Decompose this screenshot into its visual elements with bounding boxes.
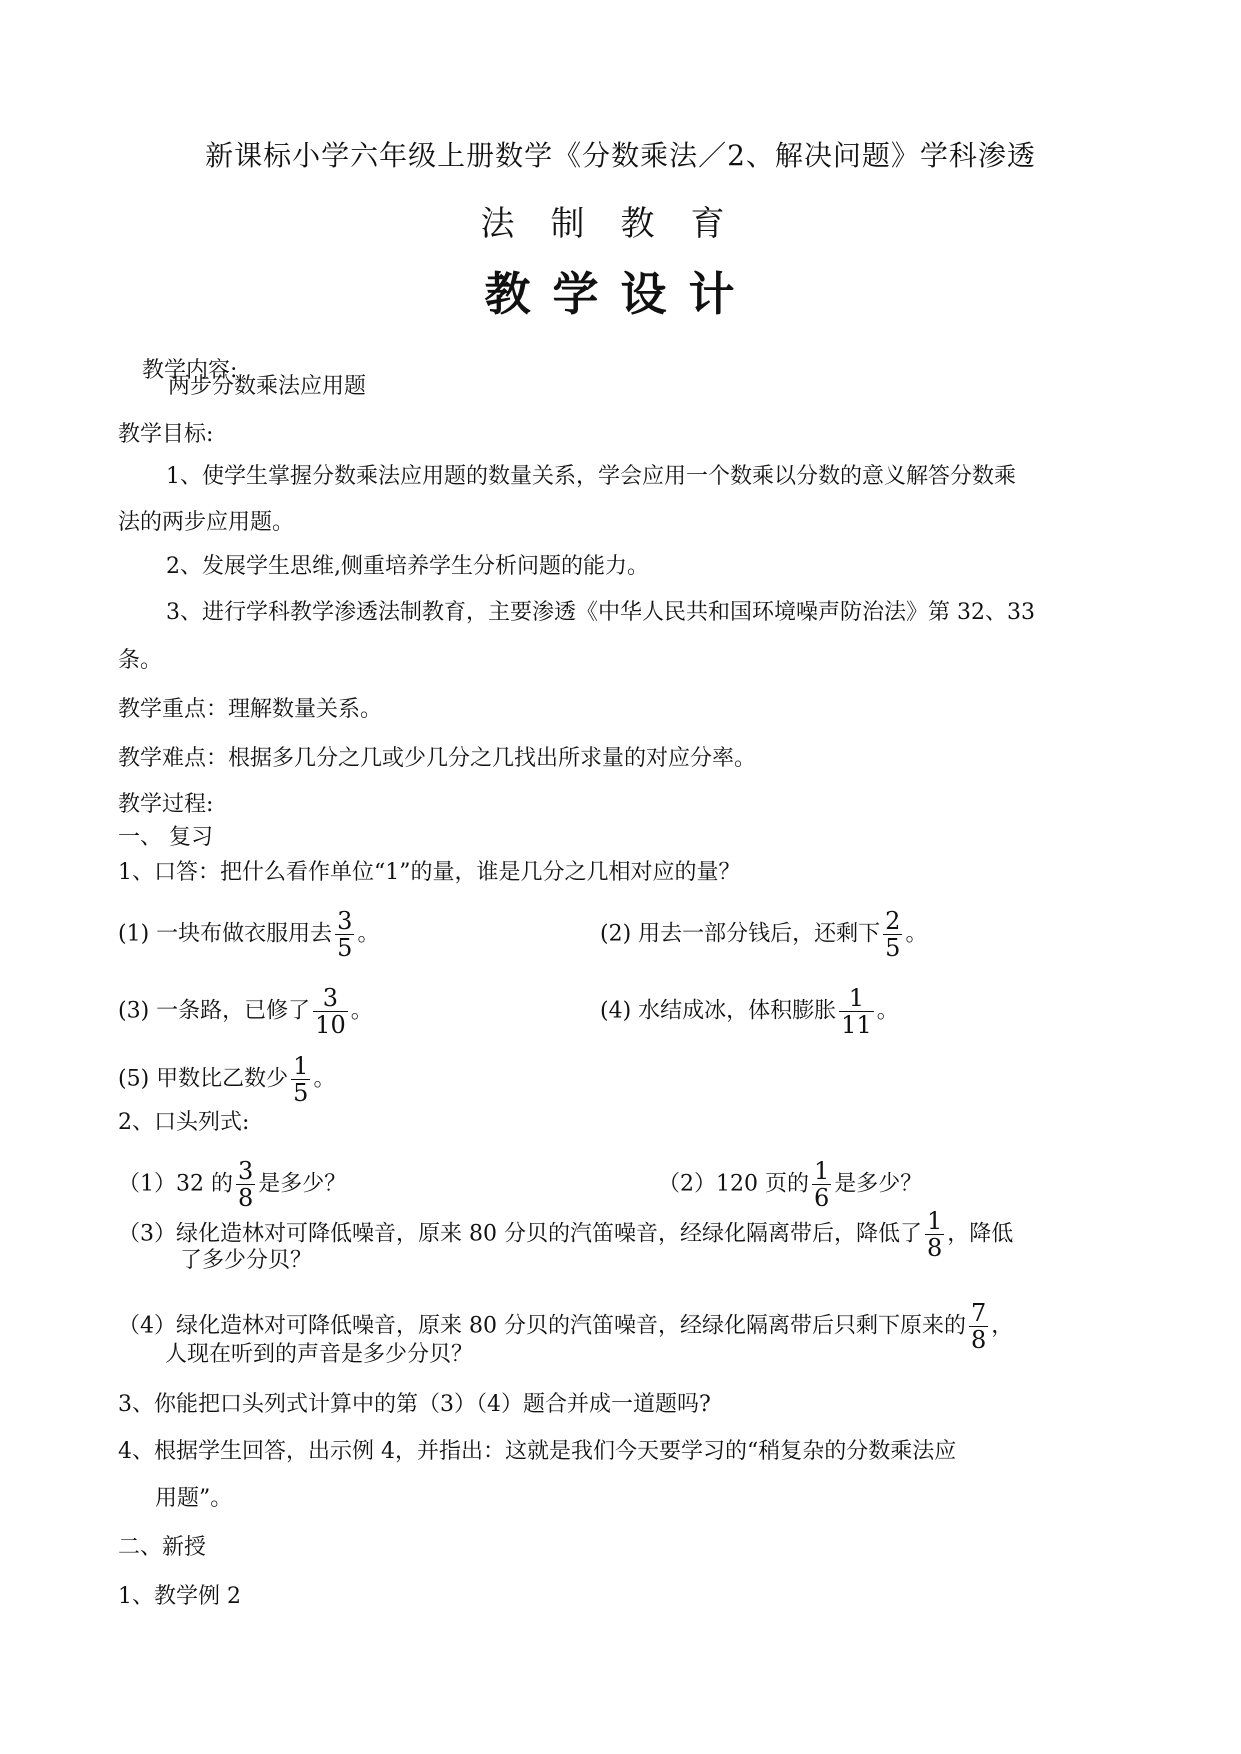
goal-1-line1: 1、使学生掌握分数乘法应用题的数量关系，学会应用一个数乘以分数的意义解答分数乘 [166, 464, 1016, 489]
question-4-line2: 用题”。 [155, 1486, 233, 1511]
oral-question: 1、口答：把什么看作单位“1”的量，谁是几分之几相对应的量？ [118, 860, 741, 885]
fraction: $\frac{2}{5}$ [885, 907, 901, 962]
fraction: $\frac{3}{10}$ [315, 984, 346, 1039]
list-question: 2、口头列式: [118, 1110, 250, 1135]
oral-item-4: (4) 水结成冰，体积膨胀 $\frac{1}{11}$ 。 [600, 984, 899, 1039]
goal-label: 教学目标: [118, 422, 214, 447]
question-4-line1: 4、根据学生回答，出示例 4，并指出：这就是我们今天要学习的“稍复杂的分数乘法应 [118, 1439, 957, 1464]
list-item-2: （2）120 页的 $\frac{1}{6}$ 是多少？ [658, 1157, 923, 1212]
list-item-4: （4）绿化造林对可降低噪音，原来 80 分贝的汽笛噪音，经绿化隔离带后只剩下原来的 $\frac{7}{8}$ ， [118, 1299, 1014, 1354]
question-3: 3、你能把口头列式计算中的第（3）（4）题合并成一道题吗? [118, 1392, 711, 1417]
fraction: $\frac{7}{8}$ [970, 1299, 987, 1354]
fraction: $\frac{1}{11}$ [841, 984, 872, 1039]
goal-3-line2: 条。 [118, 648, 163, 673]
difficulty: 教学难点：根据多几分之几或少几分之几找出所求量的对应分率。 [118, 746, 757, 771]
section-new: 二、新授 [118, 1535, 207, 1560]
process-label: 教学过程: [118, 792, 214, 817]
fraction: $\frac{3}{5}$ [337, 907, 353, 962]
goal-2: 2、发展学生思维,侧重培养学生分析问题的能力。 [166, 554, 649, 579]
list-item-4-cont: 人现在听到的声音是多少分贝？ [165, 1342, 474, 1367]
content-label: 教学内容: [142, 358, 238, 383]
document-title-line1: 新课标小学六年级上册数学《分数乘法／2、解决问题》学科渗透 [205, 139, 1036, 172]
fraction: $\frac{1}{5}$ [293, 1052, 309, 1107]
goal-1-line2: 法的两步应用题。 [118, 510, 295, 535]
goal-3-line1: 3、进行学科教学渗透法制教育，主要渗透《中华人民共和国环境噪声防治法》第 32、33 [166, 600, 1035, 625]
fraction: $\frac{1}{8}$ [926, 1207, 943, 1262]
fraction: $\frac{1}{6}$ [813, 1157, 830, 1212]
key-point: 教学重点：理解数量关系。 [118, 697, 383, 722]
example-heading: 1、教学例 2 [118, 1584, 241, 1609]
oral-item-1: (1) 一块布做衣服用去 $\frac{3}{5}$ 。 [118, 907, 380, 962]
list-item-1: （1）32 的 $\frac{3}{8}$ 是多少？ [118, 1157, 347, 1212]
section-review: 一、 复习 [118, 825, 213, 850]
oral-item-2: (2) 用去一部分钱后，还剩下 $\frac{2}{5}$ 。 [600, 907, 928, 962]
content-value: 两步分数乘法应用题 [168, 374, 367, 399]
list-item-3-cont: 了多少分贝？ [180, 1248, 313, 1273]
document-title-line3: 教学设计 [484, 267, 757, 321]
oral-item-5: (5) 甲数比乙数少 $\frac{1}{5}$ 。 [118, 1052, 336, 1107]
oral-item-3: (3) 一条路，已修了 $\frac{3}{10}$ 。 [118, 984, 373, 1039]
document-title-line2: 法制教育 [480, 204, 761, 244]
list-item-3: （3）绿化造林对可降低噪音，原来 80 分贝的汽笛噪音，经绿化隔离带后，降低了 $\frac{1}{8}$ ，降低 [118, 1207, 1014, 1262]
fraction: $\frac{3}{8}$ [238, 1157, 254, 1212]
